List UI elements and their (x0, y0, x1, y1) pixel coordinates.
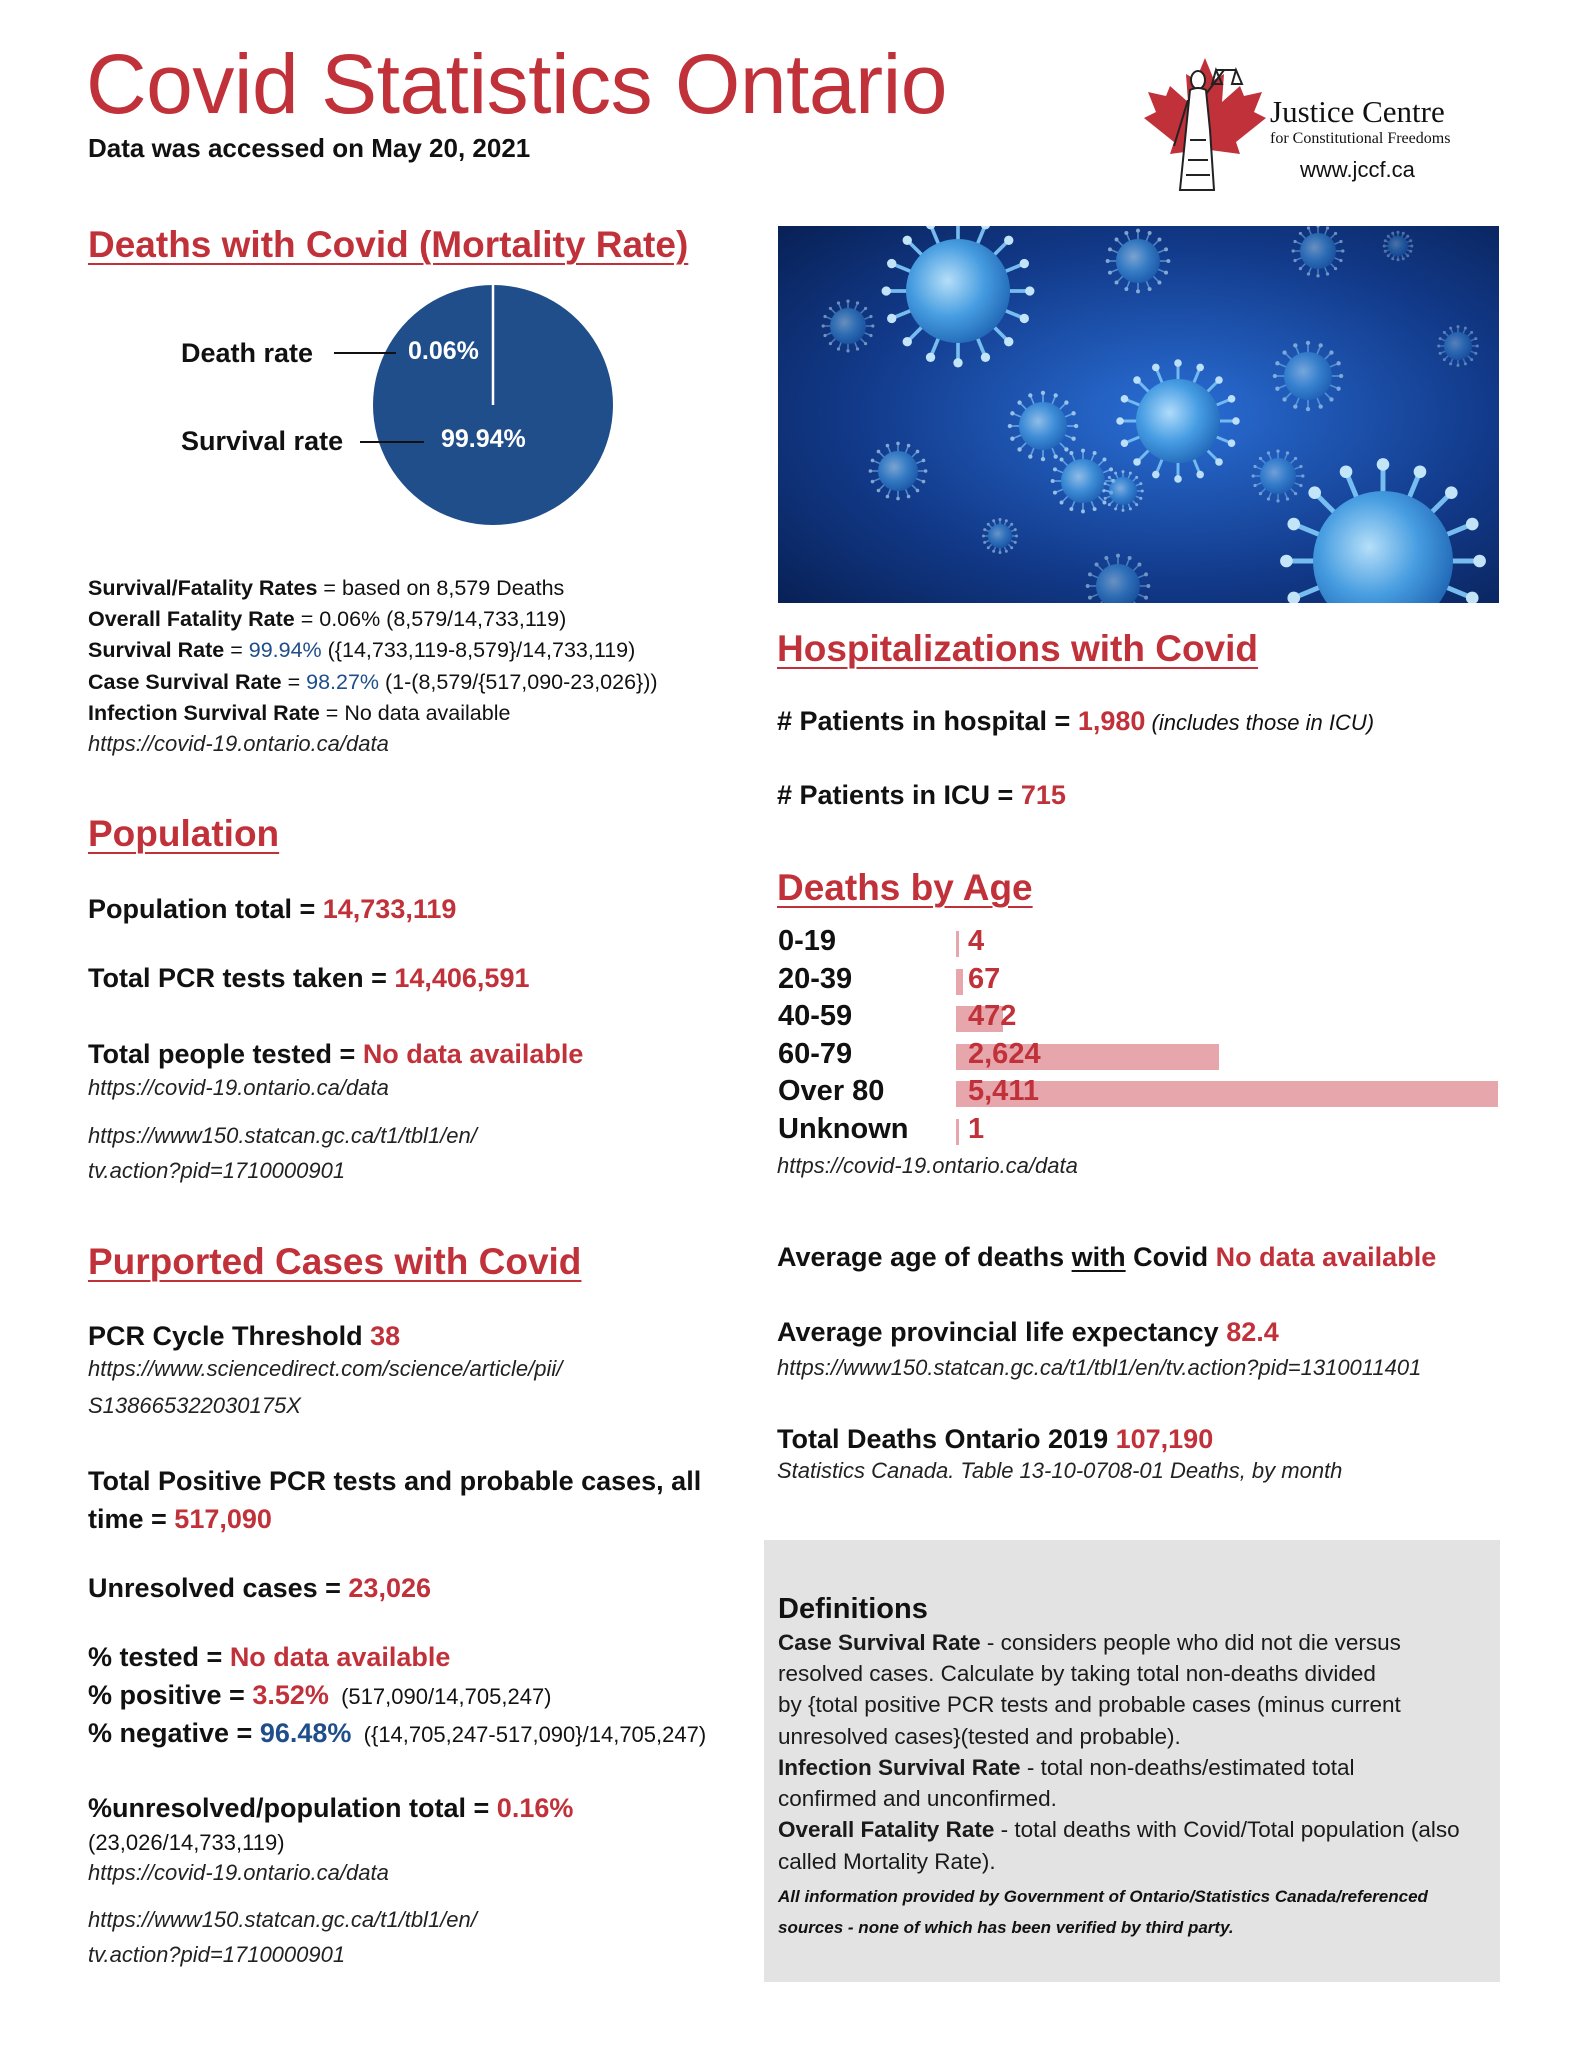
age-row (778, 925, 1498, 963)
age-row (778, 1000, 1498, 1038)
deaths-by-age-heading: Deaths by Age (777, 867, 1033, 908)
population-heading: Population (88, 813, 280, 854)
mortality-line: Case Survival Rate = 98.27% (1-(8,579/{517,090-23,026})) (88, 669, 658, 694)
logo (1140, 50, 1510, 200)
deaths-by-age-source: https://covid-19.ontario.ca/data (777, 1153, 1078, 1178)
age-bar (956, 969, 963, 995)
population-total: Population total = 14,733,119 (88, 894, 457, 924)
mortality-line: Overall Fatality Rate = 0.06% (8,579/14,733,119) (88, 607, 567, 632)
people-tested: Total people tested = No data available (88, 1039, 584, 1069)
pct-negative: % negative = 96.48% ({14,705,247-517,090}/14,705,247) (88, 1718, 707, 1748)
pcr-tests-total: Total PCR tests taken = 14,406,591 (88, 963, 530, 993)
age-row (778, 1038, 1498, 1076)
pct-tested: % tested = No data available (88, 1642, 451, 1672)
population-source-2a: https://www150.statcan.gc.ca/t1/tbl1/en/ (88, 1123, 477, 1148)
page-subtitle: Data was accessed on May 20, 2021 (88, 133, 531, 163)
positive-cases-line1: Total Positive PCR tests and probable cases, all (88, 1466, 702, 1496)
age-row (778, 963, 1498, 1001)
age-category: Over 80 (778, 1075, 885, 1108)
mortality-source: https://covid-19.ontario.ca/data (88, 730, 389, 756)
total-deaths-2019-source: Statistics Canada. Table 13-10-0708-01 Deaths, by month (777, 1458, 1343, 1483)
population-source-2b: tv.action?pid=1710000901 (88, 1158, 346, 1183)
age-category: 20-39 (778, 962, 853, 995)
definitions-heading: Definitions (778, 1593, 928, 1625)
logo-url: www.jccf.ca (1300, 157, 1415, 182)
age-row (778, 1075, 1498, 1113)
cases-source-2b: tv.action?pid=1710000901 (88, 1942, 346, 1967)
mortality-line: Infection Survival Rate = No data available (88, 700, 511, 725)
age-row (778, 1113, 1498, 1151)
age-value: 5,411 (968, 1075, 1039, 1108)
page-title: Covid Statistics Ontario (86, 37, 947, 131)
unresolved-cases: Unresolved cases = 23,026 (88, 1573, 431, 1603)
age-value: 4 (968, 925, 985, 957)
pcr-cycle-threshold: PCR Cycle Threshold 38 (88, 1321, 401, 1351)
life-expectancy-source: https://www150.statcan.gc.ca/t1/tbl1/en/tv.action?pid=1310011401 (777, 1355, 1422, 1380)
age-category: 0-19 (778, 925, 837, 957)
definition-infection-survival: Infection Survival Rate - total non-deaths/estimated total confirmed and unconfirmed. (778, 1754, 1355, 1812)
age-value: 1 (968, 1113, 985, 1145)
mortality-heading: Deaths with Covid (Mortality Rate) (88, 224, 689, 265)
definition-case-survival: Case Survival Rate - considers people who did not die versus resolved cases. Calculate by taking total non-deaths divided by {total positive PCR tests and probable cases (minus current unresolved cases}(tested and probable). (778, 1629, 1401, 1749)
age-value: 67 (968, 962, 1001, 995)
threshold-source-a: https://www.sciencedirect.com/science/article/pii/ (88, 1356, 563, 1381)
virus-illustration (778, 226, 1499, 603)
mortality-lines (88, 573, 658, 760)
patients-in-hospital: # Patients in hospital = 1,980 (includes those in ICU) (777, 706, 1375, 736)
cases-heading: Purported Cases with Covid (88, 1241, 582, 1282)
mortality-line: Survival Rate = 99.94% ({14,733,119-8,579}/14,733,119) (88, 638, 636, 663)
pie-value-death: 0.06% (408, 337, 479, 365)
definitions-box (764, 1540, 1500, 1982)
pie-value-survival: 99.94% (441, 425, 526, 453)
mortality-line: Survival/Fatality Rates = based on 8,579 Deaths (88, 576, 565, 600)
cases-source-2a: https://www150.statcan.gc.ca/t1/tbl1/en/ (88, 1907, 477, 1932)
age-category: Unknown (778, 1113, 909, 1145)
pie-label-survival: Survival rate (181, 426, 344, 456)
unresolved-population-calc: (23,026/14,733,119) (88, 1830, 285, 1855)
positive-cases-line2: time = 517,090 (88, 1504, 272, 1534)
total-deaths-2019: Total Deaths Ontario 2019 107,190 (777, 1424, 1214, 1454)
pie-leader-survival (360, 441, 424, 443)
age-category: 60-79 (778, 1037, 853, 1070)
logo-name: Justice Centre (1270, 94, 1445, 129)
patients-in-icu: # Patients in ICU = 715 (777, 780, 1066, 810)
average-age-deaths: Average age of deaths with Covid No data available (777, 1242, 1437, 1272)
pie-leader-death (334, 352, 396, 354)
population-source-1: https://covid-19.ontario.ca/data (88, 1075, 389, 1100)
age-bar (956, 931, 959, 957)
pct-positive: % positive = 3.52% (517,090/14,705,247) (88, 1680, 552, 1710)
pct-unresolved-population: %unresolved/population total = 0.16% (88, 1793, 574, 1823)
disclaimer-note: All information provided by Government of Ontario/Statistics Canada/referenced sources - none of which has been verified by third party. (778, 1886, 1428, 1938)
cases-source-1: https://covid-19.ontario.ca/data (88, 1860, 389, 1885)
hospital-heading: Hospitalizations with Covid (777, 628, 1259, 669)
mortality-pie-chart (370, 282, 616, 528)
maple-leaf-justice-icon (1140, 50, 1270, 200)
definition-overall-fatality: Overall Fatality Rate - total deaths with Covid/Total population (also called Mortality Rate). (778, 1817, 1460, 1874)
age-category: 40-59 (778, 1000, 853, 1033)
pie-label-death: Death rate (181, 338, 314, 368)
age-value: 2,624 (968, 1037, 1041, 1070)
age-value: 472 (968, 1000, 1017, 1033)
life-expectancy: Average provincial life expectancy 82.4 (777, 1317, 1279, 1347)
logo-tagline: for Constitutional Freedoms (1270, 130, 1451, 147)
threshold-source-b: S138665322030175X (88, 1393, 301, 1418)
age-bar (956, 1119, 959, 1145)
